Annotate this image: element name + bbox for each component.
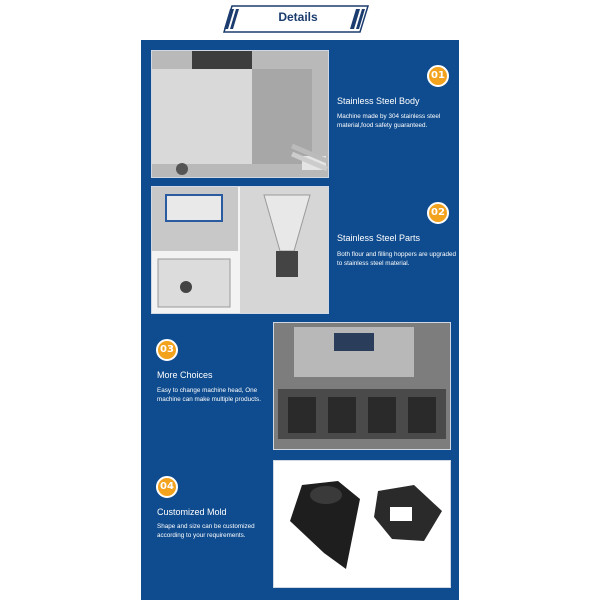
feature-number-badge: 04 (156, 476, 178, 498)
feature-title: Stainless Steel Parts (337, 233, 421, 243)
feature-number-badge: 02 (427, 202, 449, 224)
feature-number-badge: 01 (427, 65, 449, 87)
machine-heads-photo (273, 322, 451, 450)
stainless-body-photo (151, 50, 329, 178)
feature-description: Machine made by 304 stainless steel material,food safety guaranteed. (337, 113, 441, 129)
feature-title: Customized Mold (157, 507, 227, 517)
feature-title: Stainless Steel Body (337, 96, 420, 106)
feature-description: Shape and size can be customized according to your requirements. (157, 523, 255, 539)
feature-number-badge: 03 (156, 339, 178, 361)
details-header (222, 4, 374, 34)
stainless-parts-photo (151, 186, 329, 314)
feature-description: Easy to change machine head, One machine can make multiple products. (157, 387, 261, 403)
custom-mold-photo (273, 460, 451, 588)
feature-description: Both flour and filling hoppers are upgraded to stainless steel material. (337, 251, 457, 267)
page-title: Details (278, 10, 318, 24)
details-panel (141, 40, 459, 600)
feature-title: More Choices (157, 370, 213, 380)
